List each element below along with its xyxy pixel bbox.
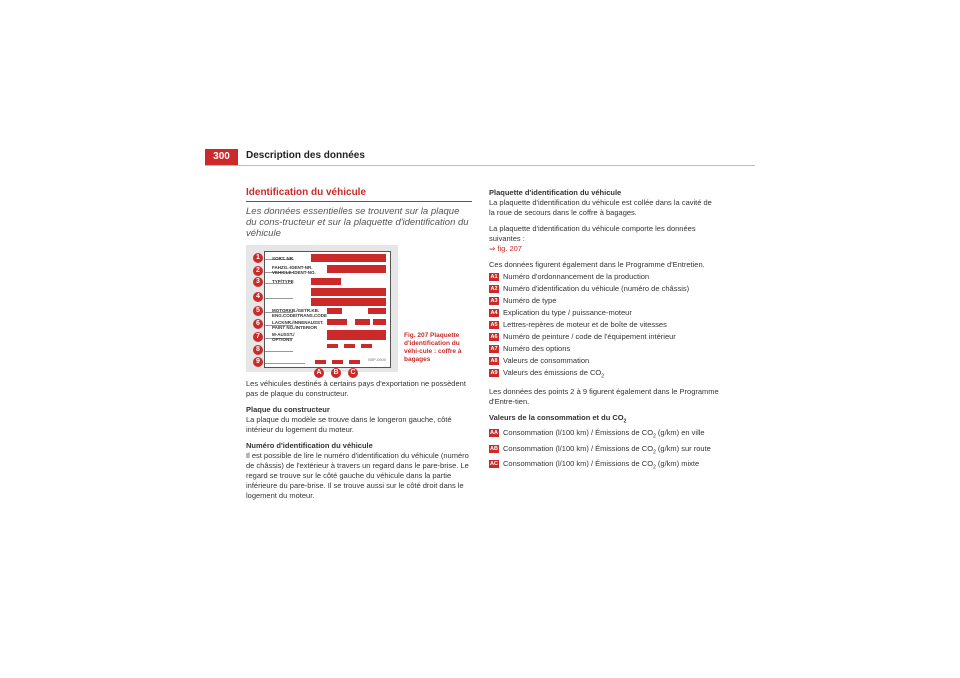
item-badge: A9 — [490, 370, 498, 376]
paragraph-text: Il est possible de lire le numéro d'identification du véhicule (numéro de châssis) de l'extérieur à travers un regard dans le pare-brise. Le regard se trouve sur le côté gauche du véhicule dans la partie inférieure du pare-brise. Il se trouve aussi sur le côté droit dans le logement du moteur. — [246, 451, 469, 500]
plate-field — [355, 319, 370, 325]
leader-line — [265, 363, 305, 364]
list-item — [489, 320, 719, 330]
subheading — [489, 413, 719, 427]
plate-field — [344, 344, 355, 348]
subscript: 2 — [623, 418, 627, 424]
paragraph: Les données des points 2 à 9 figurent également dans le Programme d'Entre-tien. — [489, 386, 719, 406]
callout-2: 2 — [253, 266, 263, 276]
paragraph-text: La plaquette d'identification du véhicule comporte les données suivantes : — [489, 224, 696, 243]
paragraph — [246, 405, 472, 435]
item-badge: A7 — [490, 346, 498, 352]
item-text: Numéro de type — [503, 296, 557, 305]
subheading: Numéro d'identification du véhicule — [246, 441, 373, 450]
callout-3: 3 — [253, 277, 263, 287]
leader-line — [265, 298, 293, 299]
data-list — [489, 272, 719, 382]
section-intro: Les données essentielles se trouvent sur la plaque du cons-tructeur et sur la plaquette d'identification du véhicule — [246, 206, 469, 239]
item-text: Numéro d'identification du véhicule (numéro de châssis) — [503, 284, 690, 293]
callout-9: 9 — [253, 357, 263, 367]
page-number: 300 — [205, 149, 238, 165]
paragraph-text: La plaque du modèle se trouve dans le longeron gauche, côté intérieur du logement du moteur. — [246, 415, 452, 434]
plate-field — [327, 308, 342, 314]
list-item — [489, 296, 719, 306]
left-column — [246, 188, 472, 507]
plate-field — [332, 360, 343, 364]
list-item — [489, 272, 719, 282]
plate-field — [311, 278, 341, 285]
item-text: Consommation (l/100 km) / Émissions de CO — [503, 428, 654, 437]
leader-line — [265, 351, 293, 352]
item-badge: AC — [490, 461, 498, 467]
item-badge: AA — [490, 430, 498, 436]
circle-label-b: B — [331, 368, 341, 378]
plate-field — [315, 360, 326, 364]
item-badge: A1 — [490, 274, 498, 280]
callout-8: 8 — [253, 345, 263, 355]
plate-field — [327, 319, 347, 325]
plate-field — [349, 360, 360, 364]
subheading: Plaque du constructeur — [246, 405, 330, 414]
consumption-list — [489, 428, 719, 473]
callout-5: 5 — [253, 306, 263, 316]
subscript: 2 — [653, 449, 656, 455]
plate-label-options: M-AUSST./ OPTIONS — [272, 332, 295, 342]
right-column — [489, 188, 719, 478]
plate-label-type: TYP/TYPE — [272, 279, 294, 284]
subheading: Plaquette d'identification du véhicule — [489, 188, 622, 197]
item-badge: A2 — [490, 286, 498, 292]
paragraph: Ces données figurent également dans le Programme d'Entretien. — [489, 260, 705, 269]
paragraph — [489, 224, 719, 254]
subheading-text: Valeurs de la consommation et du CO — [489, 412, 624, 422]
callout-7: 7 — [253, 332, 263, 342]
plate-label-sort: SORT. NR. — [272, 256, 295, 261]
subscript: 2 — [653, 433, 656, 440]
plate-label-vin: FAHZG.-IDENT-NR. VEHICLE-IDENT-NO. — [272, 265, 316, 275]
plate-field — [311, 298, 386, 306]
plate-field — [311, 288, 386, 296]
paragraph: La plaquette d'identification du véhicule est collée dans la cavité de la roue de secours dans le coffre à bagages. — [489, 198, 712, 217]
plate-label-paint: LACKNR./INNENAUSST. PAINT NO./INTERIOR — [272, 320, 324, 330]
circle-label-c: C — [348, 368, 358, 378]
list-item — [489, 428, 719, 442]
callout-6: 6 — [253, 319, 263, 329]
list-item — [489, 356, 719, 366]
plate-field — [368, 308, 386, 314]
item-text: Valeurs de consommation — [503, 356, 590, 365]
subscript: 2 — [601, 373, 605, 380]
header-rule — [205, 165, 755, 166]
plate-label-engine: MOTORKB./GETR.KB. ENG.CODE/TRANS.CODE — [272, 308, 328, 318]
circle-label-a: A — [314, 368, 324, 378]
item-text: Numéro d'ordonnancement de la production — [503, 272, 650, 281]
figure-code: B5P-0500 — [368, 357, 386, 362]
list-item — [489, 284, 719, 294]
figure-reference-link[interactable]: ⇒ fig. 207 — [489, 244, 522, 253]
section-title: Identification du véhicule — [246, 188, 472, 202]
item-text: Consommation (l/100 km) / Émissions de CO — [503, 443, 654, 453]
identification-plate — [264, 251, 391, 376]
item-badge: A3 — [490, 298, 498, 304]
list-item — [489, 344, 719, 354]
item-text: Explication du type / puissance-moteur — [503, 308, 632, 317]
item-text: Numéro des options — [503, 344, 571, 353]
item-badge: A6 — [490, 334, 498, 340]
callout-1: 1 — [253, 253, 263, 263]
item-badge: A4 — [490, 310, 498, 316]
plate-field — [361, 344, 372, 348]
plate-field — [311, 254, 386, 262]
paragraph — [246, 441, 472, 501]
figure-207 — [246, 245, 462, 376]
list-item — [489, 459, 719, 473]
item-text: Lettres-repères de moteur et de boîte de vitesses — [503, 320, 667, 329]
item-text-suffix: (g/km) mixte — [655, 459, 700, 468]
item-text: Consommation (l/100 km) / Émissions de CO — [503, 459, 654, 468]
item-text: Numéro de peinture / code de l'équipement intérieur — [503, 332, 676, 341]
list-item — [489, 308, 719, 318]
callout-4: 4 — [253, 292, 263, 302]
plate-field — [327, 344, 338, 348]
item-text: Valeurs des émissions de CO — [503, 368, 602, 377]
list-item — [489, 444, 719, 458]
item-badge: A5 — [490, 322, 498, 328]
figure-caption: Fig. 207 Plaquette d'identification du véhi-cule : coffre à bagages — [404, 332, 462, 363]
list-item — [489, 332, 719, 342]
item-badge: A8 — [490, 358, 498, 364]
list-item — [489, 368, 719, 382]
plate-field — [327, 265, 386, 273]
item-text-suffix: (g/km) en ville — [655, 428, 705, 437]
running-header: Description des données — [246, 150, 365, 161]
item-badge: AB — [490, 445, 498, 452]
plate-field — [327, 330, 386, 340]
paragraph: Les véhicules destinés à certains pays d'exportation ne possèdent pas de plaque du constructeur. — [246, 379, 466, 398]
subscript: 2 — [653, 464, 656, 471]
plate-field — [373, 319, 386, 325]
item-text-suffix: (g/km) sur route — [655, 443, 711, 453]
